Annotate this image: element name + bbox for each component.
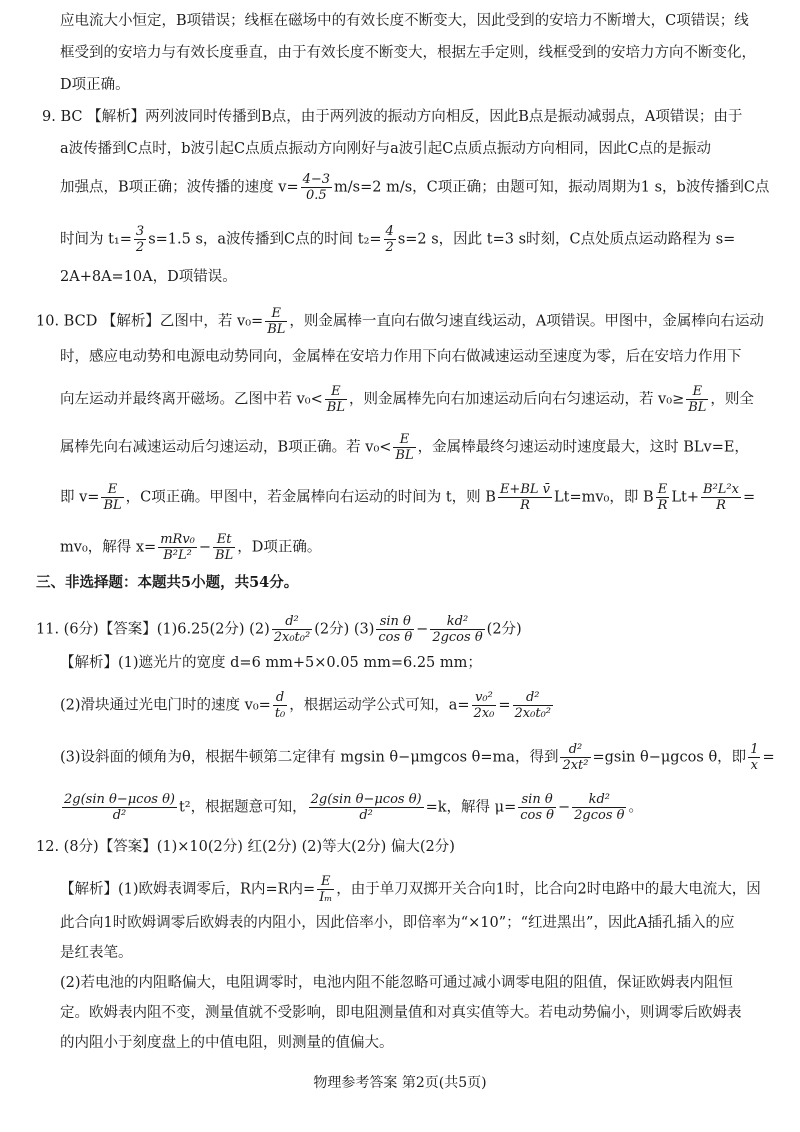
fraction: $\frac{\text{kd²}}{\text{2gcos θ}}$ [574,792,625,823]
text-line [36,614,522,645]
text-frag: 属棒先向右减速运动后匀速运动，B项正确。若 v₀< [60,439,392,456]
text-frag: 加强点，B项正确；波传播的速度 v= [60,179,299,196]
fraction: $\frac{E}{R}$ [657,482,668,513]
text-frag: ，由于单刀双掷开关合向1时，比合向2时电路中的最大电流大，因 [336,881,761,898]
fraction: $\frac{\text{kd²}}{\text{2gcos θ}}$ [432,614,483,645]
fraction: $\frac{E}{BL}$ [688,384,707,415]
text-line: 定。欧姆表内阻不变，测量值就不受影响，即电阻测量值和对真实值等大。若电动势偏小，则调零后欧姆表 [60,1005,742,1021]
text-line: 应电流大小恒定，B项错误；线框在磁场中的有效长度不断变大，因此受到的安培力不断增大，C项错误；线 [60,13,749,29]
fraction: $\frac{1}{x}$ [750,742,759,773]
fraction: $\frac{E}{BL}$ [326,384,345,415]
text-frag: (2分) (3) [314,621,375,638]
text-frag: m/s=2 m/s，C项正确；由题可知，振动周期为1 s，b波传播到C点 [334,179,770,196]
text-frag: = [742,489,756,506]
text-frag: 。 [628,799,643,816]
text-frag: ，则金属棒先向右加速运动后向右匀速运动，若 v₀≥ [348,391,685,408]
text-line: 2A+8A=10A，D项错误。 [60,269,237,285]
page-footer: 物理参考答案 第2页(共5页) [313,1075,487,1091]
text-frag: ，D项正确。 [237,539,322,556]
fraction: $\frac{\text{sin θ}}{\text{cos θ}}$ [378,614,413,645]
text-frag: mv₀，解得 x= [60,539,157,556]
text-line [60,532,321,563]
text-line [60,432,749,463]
text-line [60,874,761,905]
text-frag: ，则金属棒一直向右做匀速直线运动，A项错误。甲图中，金属棒向右运动 [289,313,764,330]
text-frag: =k，解得 μ= [425,799,517,816]
text-line: 9. BC 【解析】两列波同时传播到B点，由于两列波的振动方向相反，因此B点是振动减弱点，A项错误；由于 [42,109,743,125]
text-line [60,384,754,415]
fraction: $\frac{\text{E+BL v̄}}{R}$ [499,482,550,513]
text-line: 【解析】(1)遮光片的宽度 d=6 mm+5×0.05 mm=6.25 mm； [60,655,482,671]
text-line: D项正确。 [60,77,130,93]
fraction: $\frac{4-3}{0.5}$ [302,172,331,203]
fraction: $\frac{E}{BL}$ [267,306,286,337]
text-frag: s=1.5 s，a波传播到C点的时间 t₂= [148,231,382,248]
text-frag: Lt+ [671,489,700,506]
text-line [60,482,755,513]
text-frag: ，根据运动学公式可知，a= [289,697,470,714]
text-frag: (2)滑块通过光电门时的速度 v₀= [60,697,271,714]
fraction: $\frac{\text{mRv₀}}{\text{B²L²}}$ [160,532,195,563]
text-frag: 11. (6分)【答案】(1)6.25(2分) (2) [36,621,270,638]
fraction: $\frac{d}{\text{t₀}}$ [274,690,286,721]
text-frag: (2分) [486,621,522,638]
fraction: $\frac{4}{2}$ [385,224,394,255]
text-line: a波传播到C点时，b波引起C点质点振动方向刚好与a波引起C点质点振动方向相同，因此C点的是振动 [60,141,711,157]
text-line [60,792,643,823]
fraction: $\frac{E}{\text{Iₘ}}$ [319,874,333,905]
fraction: $\frac{3}{2}$ [135,224,145,255]
text-frag: − [416,621,429,638]
text-frag: Lt=mv₀，即 B [553,489,654,506]
text-frag: ，C项正确。甲图中，若金属棒向右运动的时间为 t，则 B [125,489,496,506]
fraction: $\frac{\text{d²}}{\text{2xt²}}$ [562,742,589,773]
text-line [60,224,735,255]
text-frag: 向左运动并最终离开磁场。乙图中若 v₀< [60,391,323,408]
text-line: 10. BCD 【解析】乙图中，若 v₀= $\frac{E}{BL}$ ，则金属棒一直向右做匀速直线运动，A项错误。甲图中，金属棒向右运动 [36,306,764,337]
text-line [60,690,555,721]
fraction: $\frac{\text{B²L²x}}{R}$ [703,482,739,513]
text-frag: ，金属棒最终匀速运动时速度最大，这时 BLv=E， [417,439,749,456]
text-line: 时，感应电动势和电源电动势同向，金属棒在安培力作用下向右做减速运动至速度为零，后在安培力作用下 [60,349,742,365]
text-frag: =gsin θ−μgcos θ，即 [592,749,747,766]
text-frag: 时间为 t₁= [60,231,132,248]
text-frag: 10. BCD 【解析】乙图中，若 [36,313,233,330]
text-frag: s=2 s，因此 t=3 s时刻，C点处质点运动路程为 s= [397,231,736,248]
fraction: $\frac{\text{v₀²}}{\text{2x₀}}$ [473,690,495,721]
text-frag: ，则全 [710,391,754,408]
fraction: $\frac{\text{sin θ}}{\text{cos θ}}$ [520,792,554,823]
text-frag: = [498,697,511,714]
text-line: 是红表笔。 [60,945,133,961]
text-frag: 【解析】(1)欧姆表调零后，R内=R内= [60,881,316,898]
fraction: $\frac{\text{d²}}{\text{2x₀t₀²}}$ [514,690,551,721]
text-line: 的内阻小于刻度盘上的中值电阻，则测量的值偏大。 [60,1035,394,1051]
text-line [60,172,769,203]
text-frag: − [198,539,212,556]
text-frag: 即 v= [60,489,100,506]
text-line: (2)若电池的内阻略偏大，电阻调零时，电池内阻不能忽略可通过减小调零电阻的阻值，保证欧姆表内阻恒 [60,975,734,991]
text-line [60,742,775,773]
text-frag: t²，根据题意可知， [178,799,307,816]
fraction: $\frac{\text{2g(sin θ−μcos θ)}}{\text{d²}}$ [310,792,422,823]
fraction: $\frac{E}{BL}$ [103,482,122,513]
section-heading: 三、非选择题：本题共5小题，共54分。 [36,574,299,591]
text-frag: − [557,799,571,816]
fraction: $\frac{E}{BL}$ [395,432,414,463]
fraction: $\frac{\text{2g(sin θ−μcos θ)}}{\text{d²}}$ [64,792,175,823]
fraction: $\frac{\text{d²}}{\text{2x₀t₀²}}$ [273,614,311,645]
text-line: 框受到的安培力与有效长度垂直，由于有效长度不断变大，根据左手定则，线框受到的安培力方向不断变化， [60,45,756,61]
text-line: 12. (8分)【答案】(1)×10(2分) 红(2分) (2)等大(2分) 偏大(2分) [36,839,455,855]
text-frag: (3)设斜面的倾角为θ，根据牛顿第二定律有 mgsin θ−μmgcos θ=ma，得到 [60,749,559,766]
fraction: $\frac{Et}{BL}$ [215,532,234,563]
text-frag: = [762,749,775,766]
text-line: 此合向1时欧姆调零后欧姆表的内阻小，因此倍率小，即倍率为“×10”；“红进黑出”，因此A插孔插入的应 [60,915,735,931]
